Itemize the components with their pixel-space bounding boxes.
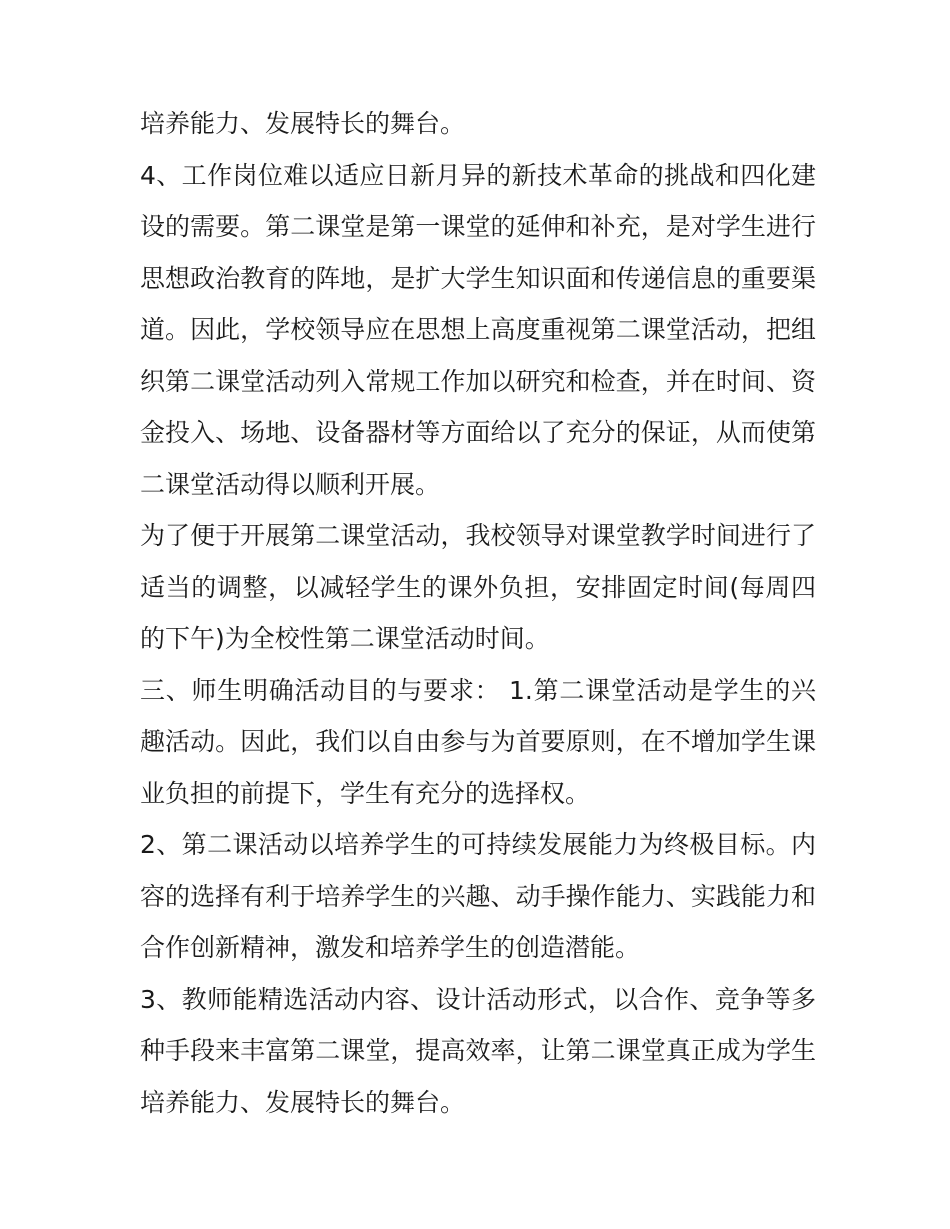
- paragraph-item-3: 3、教师能精选活动内容、设计活动形式，以合作、竞争等多种手段来丰富第二课堂，提高效率，让第二课堂真正成为学生培养能力、发展特长的舞台。: [140, 984, 816, 1117]
- paragraph-item-2: 2、第二课活动以培养学生的可持续发展能力为终极目标。内容的选择有利于培养学生的兴趣、动手操作能力、实践能力和合作创新精神，激发和培养学生的创造潜能。: [140, 830, 816, 962]
- paragraph-schedule: 为了便于开展第二课堂活动，我校领导对课堂教学时间进行了适当的调整，以减轻学生的课外负担，安排固定时间(每周四的下午)为全校性第二课堂活动时间。: [140, 521, 816, 653]
- paragraph-continuation: 培养能力、发展特长的舞台。: [140, 109, 466, 138]
- paragraph-item-4: 4、工作岗位难以适应日新月异的新技术革命的挑战和四化建设的需要。第二课堂是第一课堂的延伸和补充，是对学生进行思想政治教育的阵地，是扩大学生知识面和传递信息的重要渠道。因此，学校领导应在思想上高度重视第二课堂活动，把组织第二课堂活动列入常规工作加以研究和检查，并在时间、资金投入、场地、设备器材等方面给以了充分的保证，从而使第二课堂活动得以顺利开展。: [140, 160, 816, 499]
- paragraph-section-3: 三、师生明确活动目的与要求： 1.第二课堂活动是学生的兴趣活动。因此，我们以自由参与为首要原则，在不增加学生课业负担的前提下，学生有充分的选择权。: [140, 675, 816, 808]
